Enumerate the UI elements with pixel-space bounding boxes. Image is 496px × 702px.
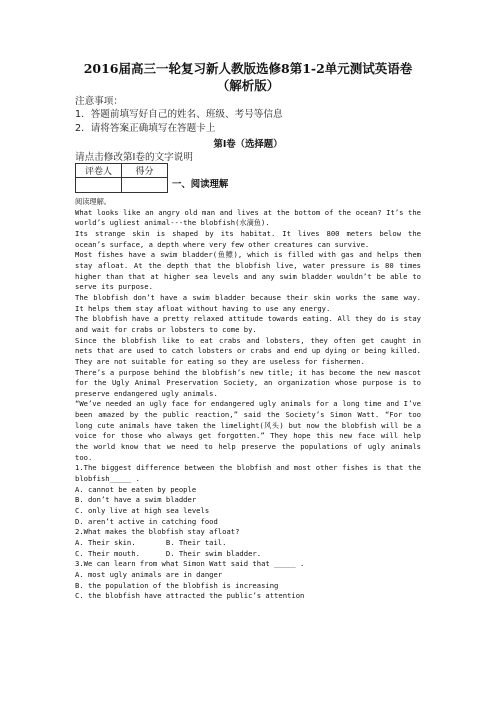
- passage-paragraph: There’s a purpose behind the blobfish’s new title; it has become the new mascot for the Ugly Animal Preservation Society, an organization whose purpose is to preserve endangered ugly animals.: [75, 367, 421, 398]
- question-1-option-d: D. aren’t active in catching food: [75, 516, 218, 526]
- question-1-stem: 1.The biggest difference between the blobfish and most other fishes is that the blobfish_____ .: [75, 463, 421, 484]
- passage-intro: 阅读理解。: [75, 197, 111, 206]
- passage-paragraph: The blobfish don’t have a swim bladder because their skin works the same way. It helps them stay afloat without having to use any energy.: [75, 292, 421, 313]
- part-label: 第I卷（选择题）: [213, 139, 283, 150]
- passage-paragraph: The blobfish have a pretty relaxed attitude towards eating. All they do is stay and wait for crabs or lobsters to come by.: [75, 314, 421, 334]
- document-subtitle: （解析版）: [216, 78, 280, 93]
- question-1-option-b: B. don’t have a swim bladder: [75, 495, 197, 505]
- passage-paragraph: Most fishes have a swim bladder(鱼鳔), which is filled with gas and helps them stay afloat. At the depth that the blobfish live, water pressure is 80 times higher than that at higher sea levels and any swim bladder wouldn’t be able to serve its purpose.: [75, 250, 421, 292]
- passage-paragraph: Its strange skin is shaped by its habitat. It lives 800 meters below the ocean’s surface, a depth where very few other creatures can survive.: [75, 228, 421, 249]
- question-3-stem: 3.We can learn from what Simon Watt said that _____ .: [75, 559, 305, 569]
- notes-item-1: 1．答题前填写好自己的姓名、班级、考号等信息: [75, 109, 283, 121]
- question-2-options-ab: A. Their skin. B. Their tail.: [75, 538, 227, 547]
- score-table-grader-header: 评卷人: [76, 164, 122, 178]
- notes-heading: 注意事项：: [75, 96, 123, 107]
- document-title: 2016届高三一轮复习新人教版选修8第1-2单元测试英语卷: [83, 61, 413, 76]
- passage-paragraph: “We’ve needed an ugly face for endangered ugly animals for a long time and I’ve been amazed by the public reaction,” said the Society’s Simon Watt. “For too long cute animals have taken the limelight(风头) but now the blobfish will be a voice for those who always get forgotten.” They hope this new face will help the world know that we need to help preserve the populations of ugly animals too.: [75, 399, 421, 462]
- score-table-grader-cell: [76, 178, 122, 193]
- passage-paragraph: Since the blobfish like to eat crabs and lobsters, they often get caught in nets that are used to catch lobsters or crabs and end up dying or being killed. They are not suitable for eating so they are useless for fishermen.: [75, 335, 421, 366]
- part-modify-note: 请点击修改第I卷的文字说明: [75, 152, 193, 163]
- question-3-option-c: C. the blobfish have attracted the public’s attention: [75, 591, 305, 601]
- question-3-option-a: A. most ugly animals are in danger: [75, 569, 223, 579]
- exam-notes: [75, 95, 283, 135]
- question-2-options-cd: C. Their mouth. D. Their swim bladder.: [75, 548, 262, 558]
- question-2-stem: 2.What makes the blobfish stay afloat?: [75, 527, 240, 537]
- question-1-option-a: A. cannot be eaten by people: [75, 484, 197, 494]
- question-1-option-c: C. only live at high sea levels: [75, 506, 210, 516]
- score-table: [75, 163, 168, 193]
- question-3-option-b: B. the population of the blobfish is increasing: [75, 580, 279, 590]
- reading-passage: [75, 197, 421, 602]
- notes-item-2: 2．请将答案正确填写在答题卡上: [75, 122, 216, 134]
- passage-paragraph: What looks like an angry old man and lives at the bottom of the ocean? It’s the world’s ugliest animal---the blobfish(水滴鱼).: [75, 207, 421, 228]
- score-table-score-header: 得分: [122, 164, 168, 178]
- score-table-score-cell: [122, 178, 168, 193]
- section-title: 一、阅读理解: [172, 179, 229, 190]
